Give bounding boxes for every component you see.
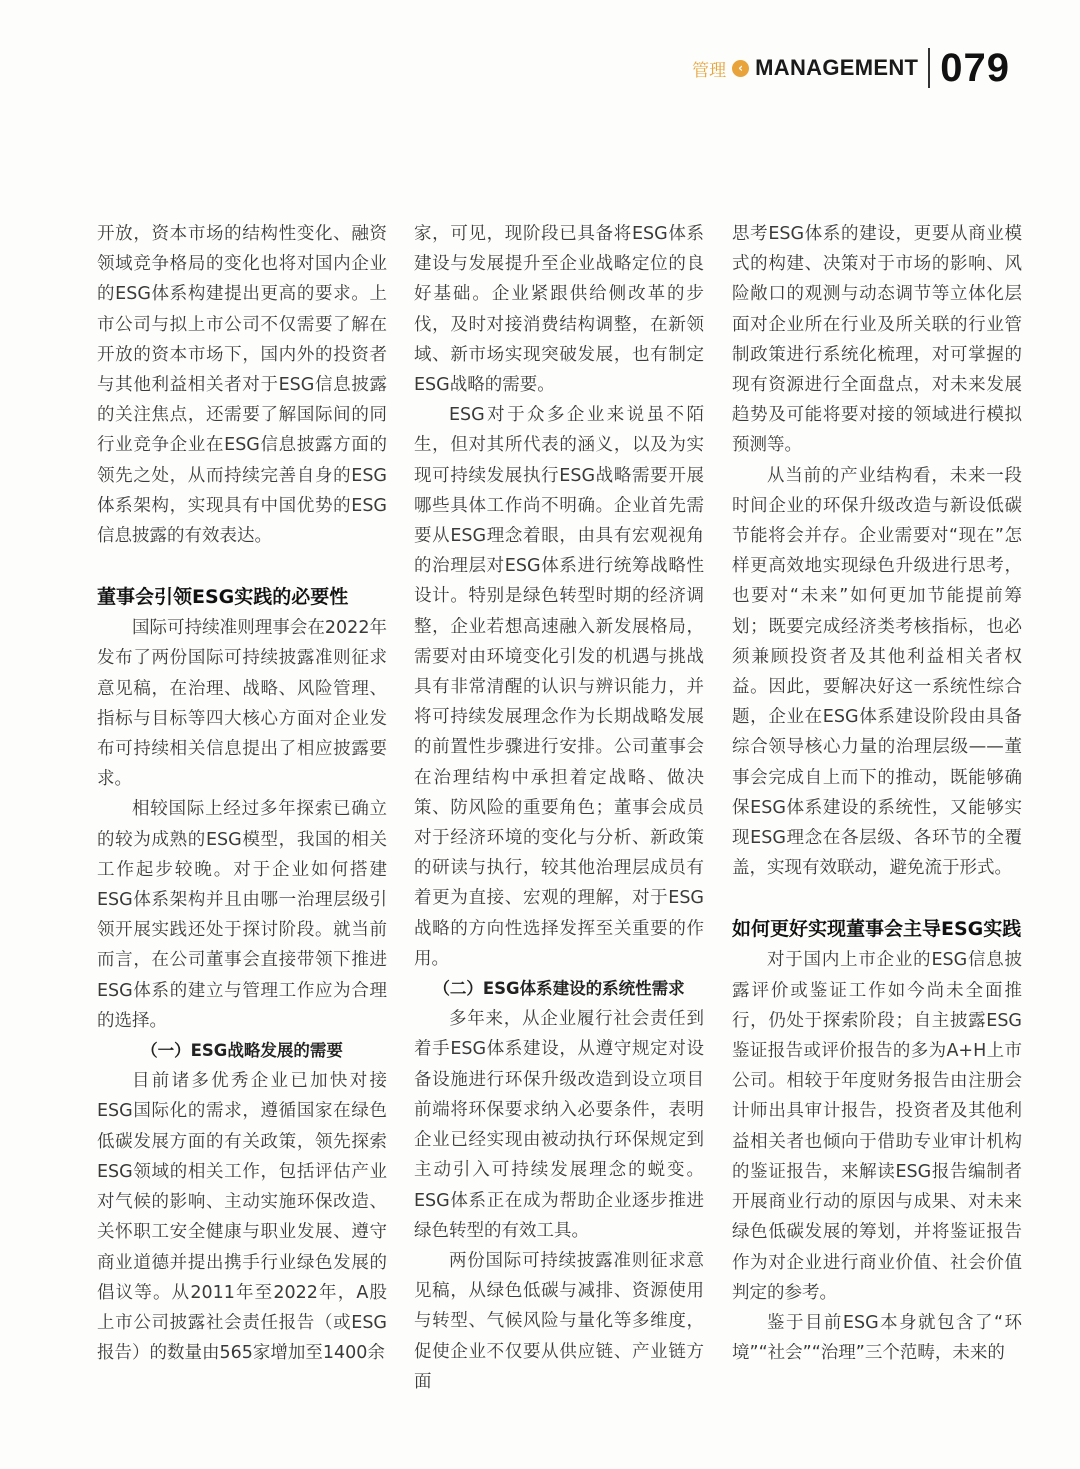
page-header [692, 44, 1010, 92]
paragraph: 相较国际上经过多年探索已确立的较为成熟的ESG模型，我国的相关工作起步较晚。对于企业如何搭建ESG体系架构并且由哪一治理层级引领开展实践还处于探讨阶段。就当前而言，在公司董事会直接带领下推进ESG体系的建立与管理工作应为合理的选择。 [97, 799, 387, 1031]
section-heading: 如何更好实现董事会主导ESG实践 [732, 918, 1022, 941]
paragraph: 国际可持续准则理事会在2022年发布了两份国际可持续披露准则征求意见稿，在治理、战略、风险管理、指标与目标等四大核心方面对企业发布可持续相关信息提出了相应披露要求。 [97, 618, 387, 790]
paragraph: 鉴于目前ESG本身就包含了“环境”“社会”“治理”三个范畴，未来的 [732, 1312, 1022, 1364]
paragraph: 开放，资本市场的结构性变化、融资领域竞争格局的变化也将对国内企业的ESG体系构建提出更高的要求。上市公司与拟上市公司不仅需要了解在开放的资本市场下，国内外的投资者与其他利益相关者对于ESG信息披露的关注焦点，还需要了解国际间的同行业竞争企业在ESG信息披露方面的领先之处，从而持续完善自身的ESG体系架构，实现具有中国优势的ESG信息披露的有效表达。 [97, 224, 387, 547]
section-heading: 董事会引领ESG实践的必要性 [97, 586, 349, 609]
subsection-heading: （一）ESG战略发展的需要 [141, 1041, 343, 1061]
page-number: 079 [940, 45, 1010, 90]
column-1 [97, 219, 387, 1368]
paragraph: 家，可见，现阶段已具备将ESG体系建设与发展提升至企业战略定位的良好基础。企业紧跟供给侧改革的步伐，及时对接消费结构调整，在新领域、新市场实现突破发展，也有制定ESG战略的需要。 [414, 224, 704, 396]
paragraph: 思考ESG体系的建设，更要从商业模式的构建、决策对于市场的影响、风险敞口的观测与动态调节等立体化层面对企业所在行业及所关联的行业管制政策进行系统化梳理，对可掌握的现有资源进行全面盘点，对未来发展趋势及可能将要对接的领域进行模拟预测等。 [732, 224, 1022, 456]
header-divider [928, 48, 930, 88]
section-label: 管理 [692, 60, 727, 81]
paragraph: 目前诸多优秀企业已加快对接ESG国际化的需求，遵循国家在绿色低碳发展方面的有关政策，领先探索ESG领域的相关工作，包括评估产业对气候的影响、主动实施环保改造、关怀职工安全健康与职业发展、遵守商业道德并提出携手行业绿色发展的倡议等。从2011年至2022年，A股上市公司披露社会责任报告（或ESG报告）的数量由565家增加至1400余 [97, 1071, 387, 1364]
paragraph: 多年来，从企业履行社会责任到着手ESG体系建设，从遵守规定对设备设施进行环保升级改造到设立项目前端将环保要求纳入必要条件，表明企业已经实现由被动执行环保规定到主动引入可持续发展理念的蜕变。ESG体系正在成为帮助企业逐步推进绿色转型的有效工具。 [414, 1009, 704, 1241]
column-3 [732, 219, 1022, 1368]
paragraph: 两份国际可持续披露准则征求意见稿，从绿色低碳与减排、资源使用与转型、气候风险与量化等多维度，促使企业不仅要从供应链、产业链方面 [414, 1250, 704, 1392]
column-2 [414, 219, 704, 1397]
subsection-heading: （二）ESG体系建设的系统性需求 [433, 979, 685, 999]
paragraph: 对于国内上市企业的ESG信息披露评价或鉴证工作如今尚未全面推行，仍处于探索阶段；自主披露ESG鉴证报告或评价报告的多为A+H上市公司。相较于年度财务报告由注册会计师出具审计报告，投资者及其他利益相关者也倾向于借助专业审计机构的鉴证报告，来解读ESG报告编制者开展商业行动的原因与成果、对未来绿色低碳发展的筹划，并将鉴证报告作为对企业进行商业价值、社会价值判定的参考。 [732, 950, 1022, 1303]
paragraph: ESG对于众多企业来说虽不陌生，但对其所代表的涵义，以及为实现可持续发展执行ESG战略需要开展哪些具体工作尚不明确。企业首先需要从ESG理念着眼，由具有宏观视角的治理层对ESG体系进行统筹战略性设计。特别是绿色转型时期的经济调整，企业若想高速融入新发展格局，需要对由环境变化引发的机遇与挑战具有非常清醒的认识与辨识能力，并将可持续发展理念作为长期战略发展的前置性步骤进行安排。公司董事会在治理结构中承担着定战略、做决策、防风险的重要角色；董事会成员对于经济环境的变化与分析、新政策的研读与执行，较其他治理层成员有着更为直接、宏观的理解，对于ESG战略的方向性选择发挥至关重要的作用。 [414, 405, 704, 969]
paragraph: 从当前的产业结构看，未来一段时间企业的环保升级改造与新设低碳节能将会并存。企业需要对“现在”怎样更高效地实现绿色升级进行思考，也要对“未来”如何更加节能提前筹划；既要完成经济类考核指标，也必须兼顾投资者及其他利益相关者权益。因此，要解决好这一系统性综合题，企业在ESG体系建设阶段由具备综合领导核心力量的治理层级——董事会完成自上而下的推动，既能够确保ESG体系建设的系统性，又能够实现ESG理念在各层级、各环节的全覆盖，实现有效联动，避免流于形式。 [732, 465, 1022, 879]
section-title-en: MANAGEMENT [755, 55, 919, 80]
chevron-left-icon: ‹ [732, 60, 749, 77]
